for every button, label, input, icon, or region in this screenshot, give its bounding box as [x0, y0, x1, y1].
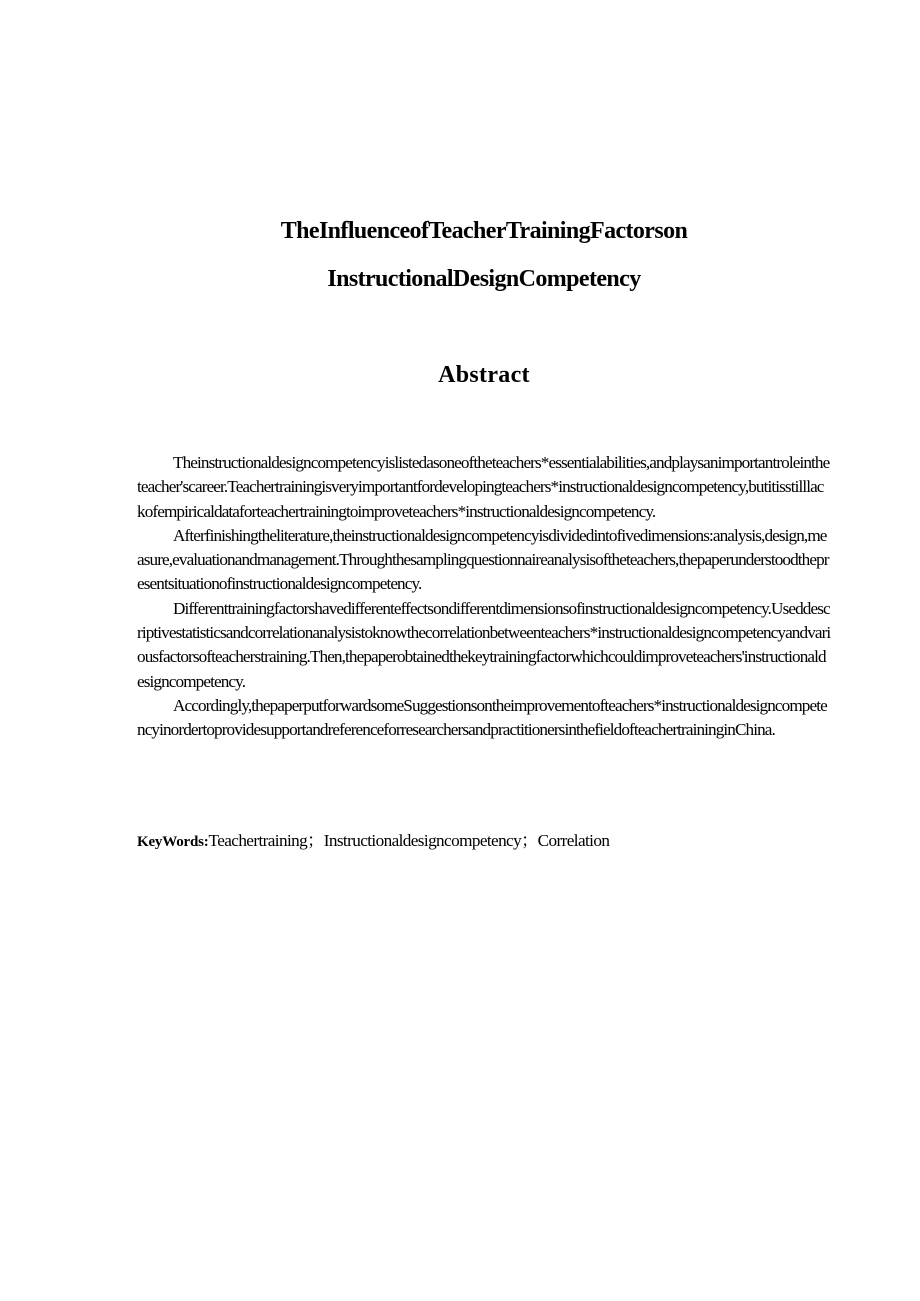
abstract-paragraph-3: Differenttrainingfactorshavedifferenteffectsondifferentdimensionsofinstructionaldesigncompetency.Useddescriptivestatisticsandcorrelationanalysistoknowthecorrelationbetweenteachers*instructionaldesigncompetencyandvariousfactorsofteacherstraining.Then,thepaperobtainedthekeytrainingfactorwhichcouldimproveteachers'instructionaldesigncompetency.: [137, 598, 831, 691]
abstract-body: [137, 451, 831, 743]
keywords-text: Teachertraining；Instructionaldesigncompetency；Correlation: [208, 831, 610, 850]
abstract-paragraph-4: Accordingly,thepaperputforwardsomeSuggestionsontheimprovementofteachers*instructionaldesigncompetencyinordertoprovidesupportandreferenceforresearchersandpractitionersinthefieldofteachertraininginChina.: [137, 695, 827, 740]
abstract-paragraph-2: Afterfinishingtheliterature,theinstructionaldesigncompetencyisdividedintofivedimensions:analysis,design,measure,evaluationandmanagement.Throughthesamplingquestionnaireanalysisoftheteachers,thepaperunderstoodthepresentsituationofinstructionaldesigncompetency.: [137, 525, 829, 594]
keywords-label: KeyWords:: [137, 834, 209, 850]
abstract-paragraph-1: Theinstructionaldesigncompetencyislistedasoneoftheteachers*essentialabilities,andplaysanimportantroleintheteacher'scareer.Teachertrainingisveryimportantfordevelopingteachers*instructionaldesigncompetency,butitisstilllackofempiricaldataforteachertrainingtoimproveteachers*instructionaldesigncompetency.: [137, 453, 830, 521]
title-line-2: InstructionalDesignCompetency: [327, 266, 641, 292]
title-line-1: TheInfluenceofTeacherTrainingFactorson: [280, 218, 688, 244]
keywords-line: [137, 829, 609, 854]
abstract-heading: Abstract: [438, 362, 530, 388]
